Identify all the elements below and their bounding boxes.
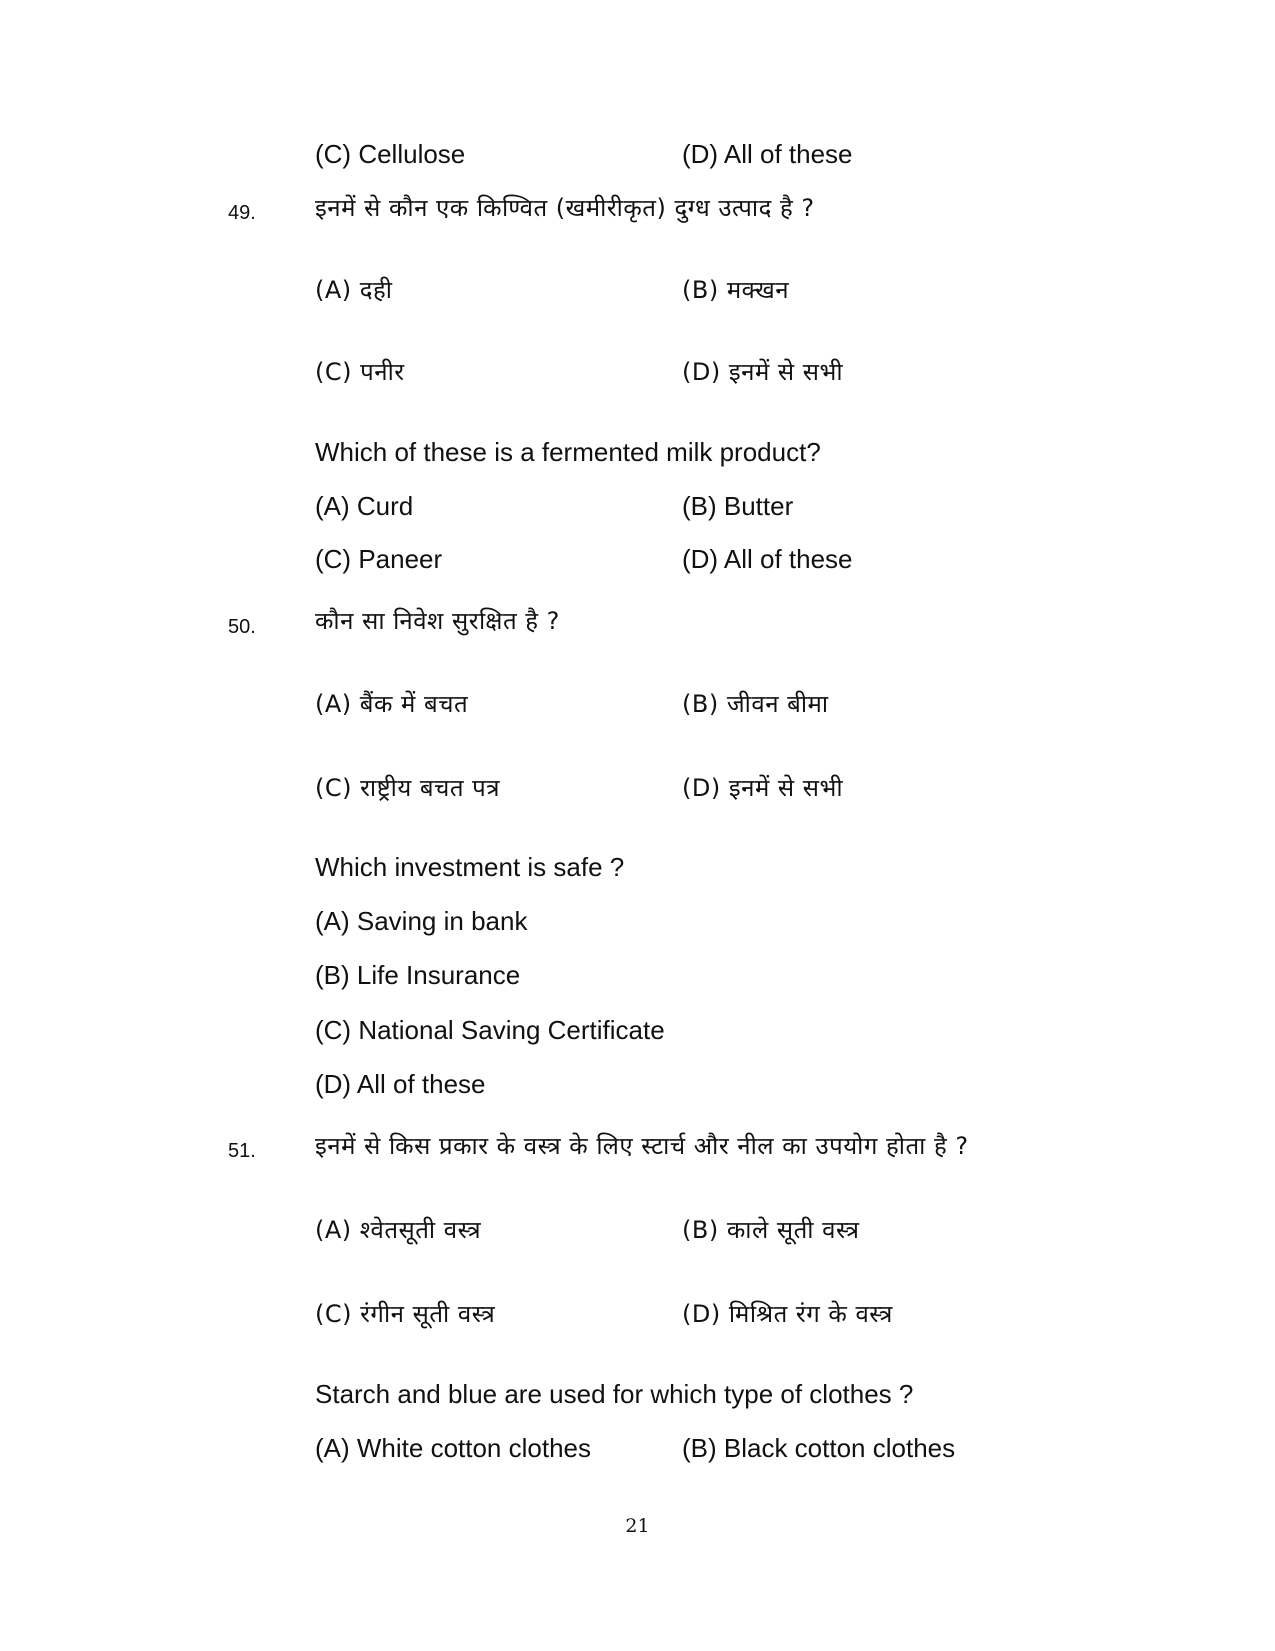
- q50-option-d: (D) All of these: [315, 1069, 486, 1099]
- option-d-all-of-these: (D) All of these: [682, 139, 853, 169]
- question-49-hindi: इनमें से कौन एक किण्वित (खमीरीकृत) दुग्ध उत्पाद है ?: [315, 194, 815, 222]
- q49-option-a: (A) Curd: [315, 491, 414, 521]
- question-number-49: 49.: [228, 202, 256, 224]
- q49-hindi-option-b: (B) मक्खन: [682, 276, 790, 304]
- question-number-50: 50.: [228, 616, 256, 638]
- option-c-cellulose: (C) Cellulose: [315, 139, 466, 169]
- q50-hindi-option-b: (B) जीवन बीमा: [682, 690, 829, 718]
- page-number: 21: [625, 1515, 650, 1537]
- q51-option-a: (A) White cotton clothes: [315, 1433, 591, 1463]
- question-51-english: Starch and blue are used for which type of clothes ?: [315, 1379, 914, 1409]
- q49-hindi-option-c: (C) पनीर: [315, 358, 405, 386]
- question-49-english: Which of these is a fermented milk product?: [315, 437, 821, 467]
- question-number-51: 51.: [228, 1140, 256, 1162]
- q51-option-b: (B) Black cotton clothes: [682, 1433, 956, 1463]
- q51-hindi-option-b: (B) काले सूती वस्त्र: [682, 1216, 860, 1244]
- q49-option-d: (D) All of these: [682, 544, 853, 574]
- q50-hindi-option-c: (C) राष्ट्रीय बचत पत्र: [315, 774, 501, 802]
- q51-hindi-option-a: (A) श्वेतसूती वस्त्र: [315, 1216, 482, 1244]
- q50-option-b: (B) Life Insurance: [315, 960, 521, 990]
- q50-hindi-option-a: (A) बैंक में बचत: [315, 690, 469, 718]
- question-50-hindi: कौन सा निवेश सुरक्षित है ?: [315, 607, 560, 635]
- q49-hindi-option-a: (A) दही: [315, 276, 393, 304]
- q50-option-c: (C) National Saving Certificate: [315, 1015, 665, 1045]
- q51-hindi-option-d: (D) मिश्रित रंग के वस्त्र: [682, 1300, 893, 1328]
- q49-hindi-option-d: (D) इनमें से सभी: [682, 358, 844, 386]
- question-50-english: Which investment is safe ?: [315, 852, 625, 882]
- q49-option-b: (B) Butter: [682, 491, 794, 521]
- q50-hindi-option-d: (D) इनमें से सभी: [682, 774, 844, 802]
- q50-option-a: (A) Saving in bank: [315, 906, 528, 936]
- q49-option-c: (C) Paneer: [315, 544, 443, 574]
- q51-hindi-option-c: (C) रंगीन सूती वस्त्र: [315, 1300, 496, 1328]
- question-51-hindi: इनमें से किस प्रकार के वस्त्र के लिए स्टार्च और नील का उपयोग होता है ?: [315, 1132, 969, 1160]
